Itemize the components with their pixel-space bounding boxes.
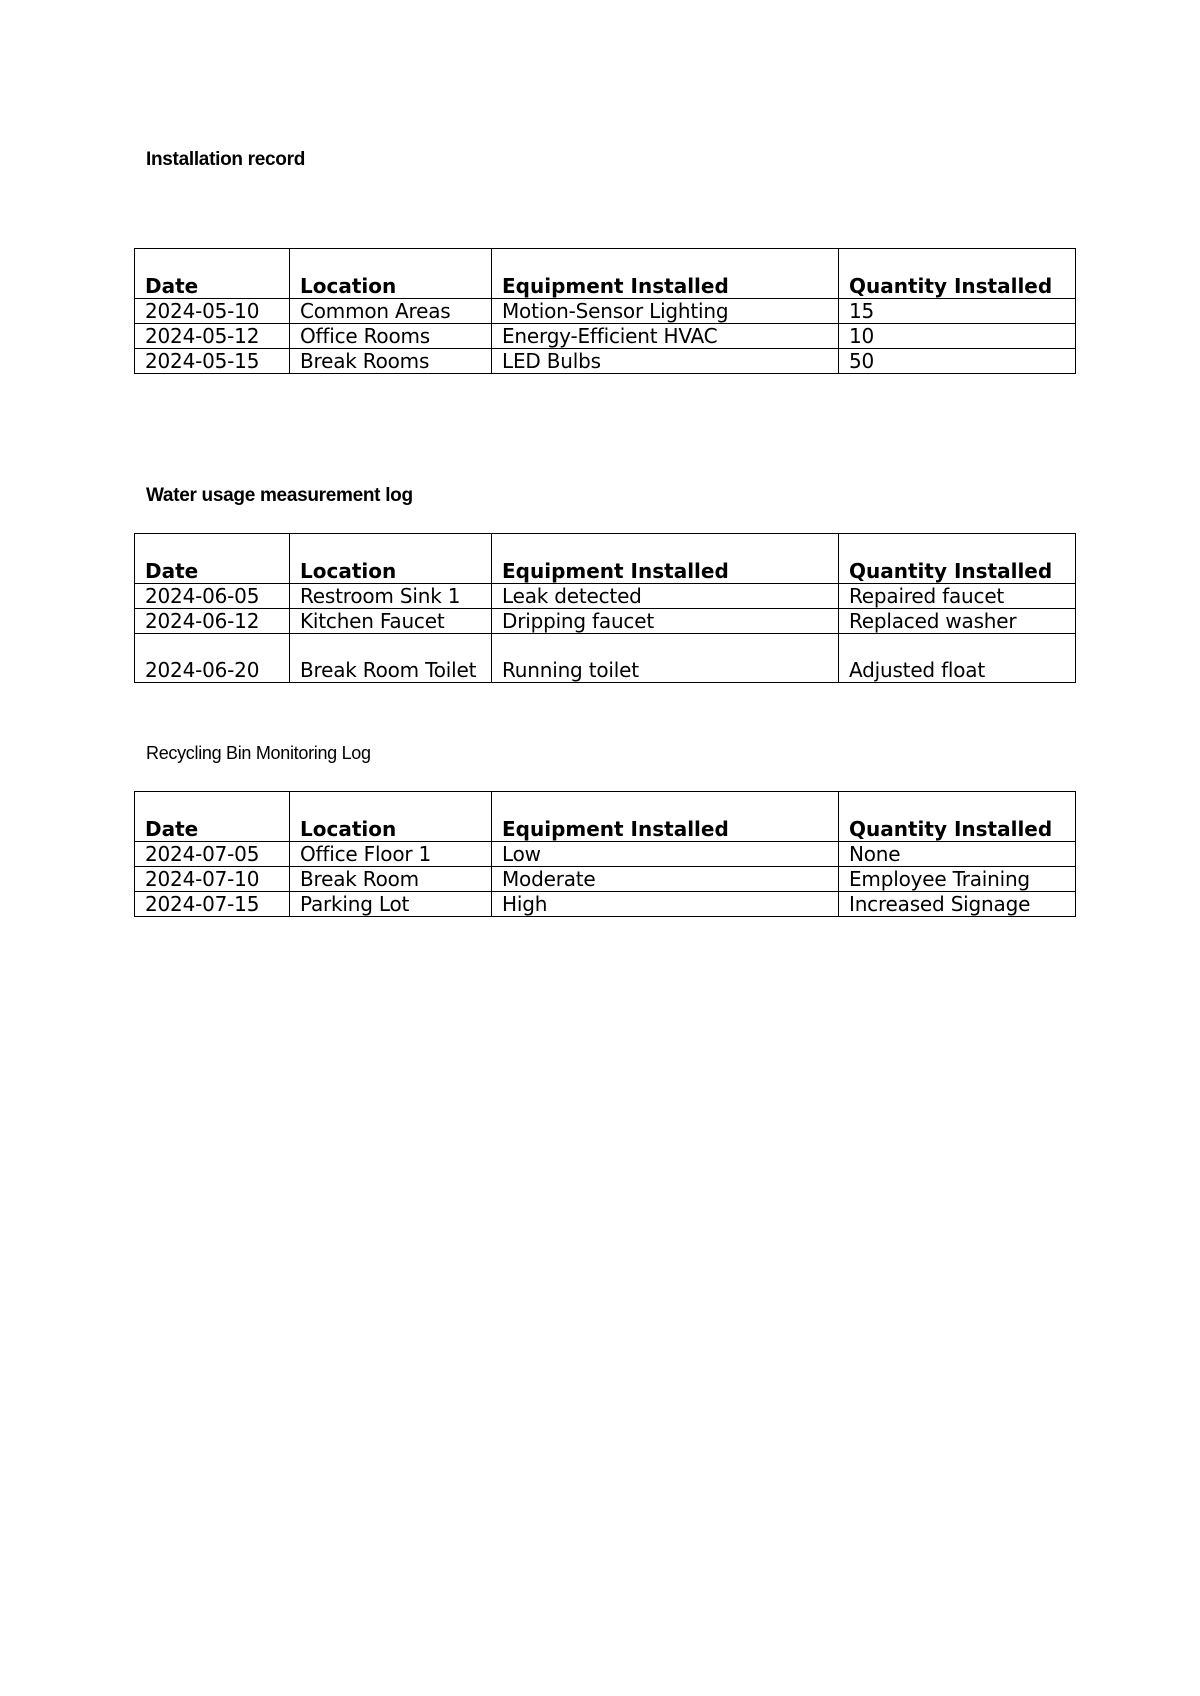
table-row [135,842,1076,867]
installation-record-title: Installation record [146,149,306,170]
cell-equipment: Leak detected [492,584,839,609]
column-header-equipment: Equipment Installed [492,792,839,842]
water-usage-log-title: Water usage measurement log [146,485,413,506]
cell-date: 2024-05-10 [135,299,290,324]
column-header-date: Date [135,534,290,584]
cell-date: 2024-06-05 [135,584,290,609]
table-header-row [135,792,1076,842]
table-row [135,892,1076,917]
column-header-equipment: Equipment Installed [492,249,839,299]
table-row [135,584,1076,609]
cell-equipment: Low [492,842,839,867]
table-row [135,299,1076,324]
recycling-bin-log-table [134,791,1076,917]
cell-location: Kitchen Faucet [290,609,492,634]
table-row [135,634,1076,683]
cell-equipment: Motion-Sensor Lighting [492,299,839,324]
cell-date: 2024-07-15 [135,892,290,917]
column-header-date: Date [135,249,290,299]
cell-quantity: 10 [839,324,1076,349]
cell-equipment: LED Bulbs [492,349,839,374]
cell-location: Office Rooms [290,324,492,349]
column-header-equipment: Equipment Installed [492,534,839,584]
cell-quantity: Employee Training [839,867,1076,892]
cell-date: 2024-06-12 [135,609,290,634]
cell-quantity: Replaced washer [839,609,1076,634]
column-header-location: Location [290,792,492,842]
installation-record-table [134,248,1076,374]
cell-location: Break Room Toilet [290,634,492,683]
cell-quantity: 15 [839,299,1076,324]
cell-quantity: Repaired faucet [839,584,1076,609]
cell-quantity: 50 [839,349,1076,374]
table-header-row [135,534,1076,584]
cell-date: 2024-06-20 [135,634,290,683]
table-row [135,609,1076,634]
column-header-quantity: Quantity Installed [839,534,1076,584]
cell-quantity: Adjusted float [839,634,1076,683]
column-header-quantity: Quantity Installed [839,249,1076,299]
cell-equipment: Moderate [492,867,839,892]
cell-date: 2024-07-10 [135,867,290,892]
cell-location: Break Rooms [290,349,492,374]
cell-location: Common Areas [290,299,492,324]
water-usage-log-table [134,533,1076,683]
table-row [135,349,1076,374]
cell-location: Restroom Sink 1 [290,584,492,609]
cell-location: Break Room [290,867,492,892]
column-header-location: Location [290,534,492,584]
cell-equipment: Dripping faucet [492,609,839,634]
column-header-date: Date [135,792,290,842]
cell-equipment: Running toilet [492,634,839,683]
cell-date: 2024-05-12 [135,324,290,349]
cell-quantity: Increased Signage [839,892,1076,917]
cell-date: 2024-07-05 [135,842,290,867]
table-row [135,324,1076,349]
table-row [135,867,1076,892]
column-header-quantity: Quantity Installed [839,792,1076,842]
recycling-bin-log-title: Recycling Bin Monitoring Log [146,743,371,763]
cell-equipment: High [492,892,839,917]
cell-location: Office Floor 1 [290,842,492,867]
cell-quantity: None [839,842,1076,867]
cell-equipment: Energy-Efficient HVAC [492,324,839,349]
table-header-row [135,249,1076,299]
cell-date: 2024-05-15 [135,349,290,374]
cell-location: Parking Lot [290,892,492,917]
column-header-location: Location [290,249,492,299]
